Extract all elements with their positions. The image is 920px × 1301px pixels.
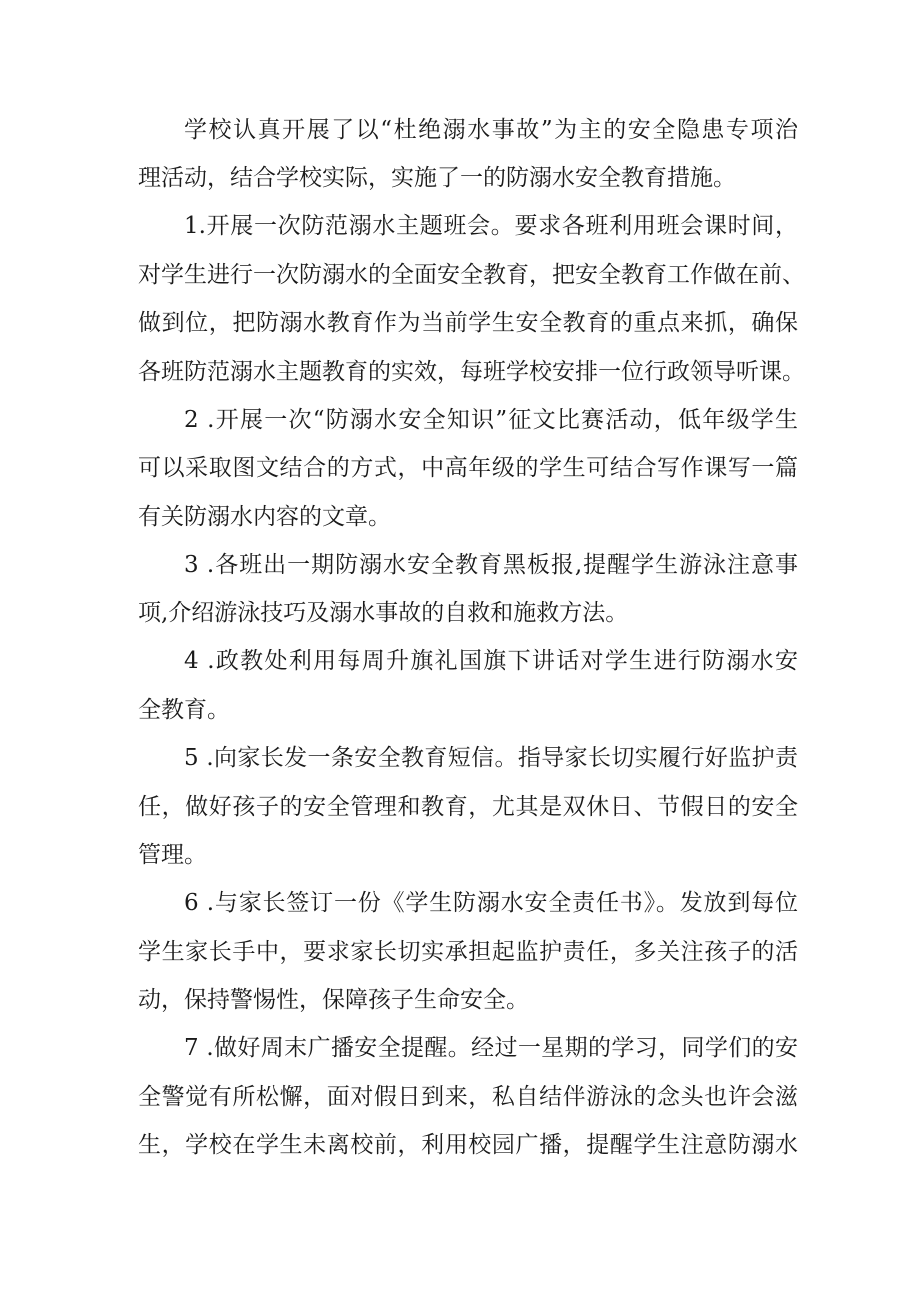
paragraph-2-line-1: 1.开展一次防范溺水主题班会。要求各班利用班会课时间， [184, 213, 798, 239]
paragraph-8-line-3: 生，学校在学生未离校前，利用校园广播，提醒学生注意防溺水 [138, 1132, 798, 1158]
paragraph-6-line-3: 管理。 [138, 842, 207, 868]
paragraph-3-line-1: 2 .开展一次“防溺水安全知识”征文比赛活动，低年级学生 [184, 407, 798, 433]
paragraph-3-line-3: 有关防溺水内容的文章。 [138, 504, 391, 530]
paragraph-7-line-3: 动，保持警惕性，保障孩子生命安全。 [138, 987, 529, 1013]
paragraph-7-line-1: 6 .与家长签订一份《学生防溺水安全责任书》。发放到每位 [184, 890, 798, 916]
paragraph-6-line-1: 5 .向家长发一条安全教育短信。指导家长切实履行好监护责 [184, 745, 798, 771]
paragraph-1-line-2: 理活动，结合学校实际，实施了一的防溺水安全教育措施。 [138, 165, 736, 191]
paragraph-5-line-2: 全教育。 [138, 697, 230, 723]
paragraph-4-line-1: 3 .各班出一期防溺水安全教育黑板报,提醒学生游泳注意事 [184, 552, 798, 578]
paragraph-8-line-1: 7 .做好周末广播安全提醒。经过一星期的学习，同学们的安 [184, 1035, 798, 1061]
paragraph-7-line-2: 学生家长手中，要求家长切实承担起监护责任，多关注孩子的活 [138, 939, 798, 965]
paragraph-6-line-2: 任，做好孩子的安全管理和教育，尤其是双休日、节假日的安全 [138, 794, 798, 820]
paragraph-2-line-2: 对学生进行一次防溺水的全面安全教育，把安全教育工作做在前、 [138, 262, 805, 288]
paragraph-1-line-1: 学校认真开展了以“杜绝溺水事故”为主的安全隐患专项治 [184, 117, 798, 143]
paragraph-8-line-2: 全警觉有所松懈，面对假日到来，私自结伴游泳的念头也许会滋 [138, 1084, 798, 1110]
paragraph-2-line-4: 各班防范溺水主题教育的实效，每班学校安排一位行政领导听课。 [138, 359, 805, 385]
paragraph-4-line-2: 项,介绍游泳技巧及溺水事故的自救和施救方法。 [138, 600, 629, 626]
paragraph-5-line-1: 4 .政教处利用每周升旗礼国旗下讲话对学生进行防溺水安 [184, 648, 798, 674]
paragraph-3-line-2: 可以采取图文结合的方式，中高年级的学生可结合写作课写一篇 [138, 455, 798, 481]
paragraph-2-line-3: 做到位，把防溺水教育作为当前学生安全教育的重点来抓，确保 [138, 310, 798, 336]
